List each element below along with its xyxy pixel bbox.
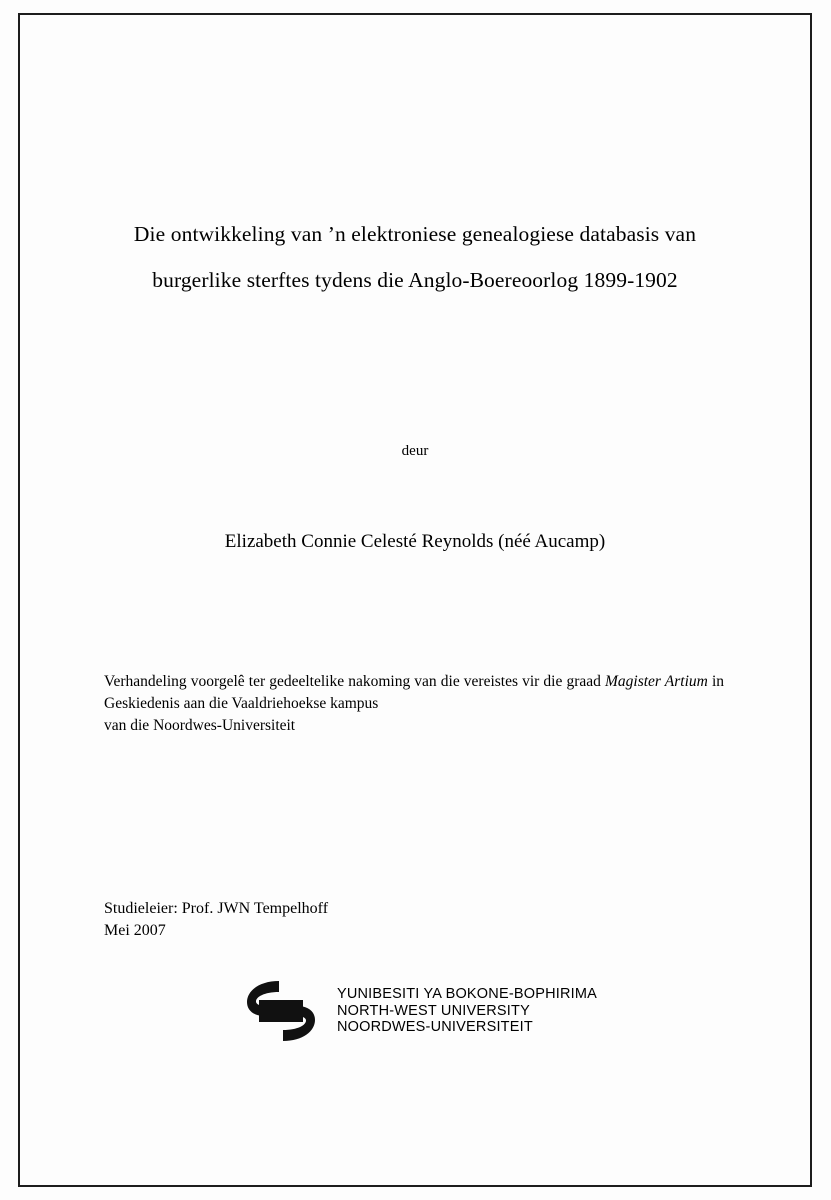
statement-part-3: van die Noordwes-Universiteit (104, 717, 296, 734)
by-label: deur (401, 443, 429, 459)
supervisor-line: Studieleier: Prof. JWN Tempelhoff (104, 900, 329, 917)
title-line-2: burgerlike sterftes tydens die Anglo-Boereoorlog 1899-1902 (152, 268, 678, 292)
logo-line-2: NORTH-WEST UNIVERSITY (336, 1002, 530, 1019)
title-line-1: Die ontwikkeling van ’n elektroniese genealogiese databasis van (133, 222, 697, 246)
document-title (100, 211, 730, 303)
statement-part-2: in Geskiedenis aan die Vaaldriehoekse kampus (104, 673, 724, 712)
author-name: Elizabeth Connie Celesté Reynolds (néé Aucamp) (224, 531, 606, 552)
statement-part-1: Verhandeling voorgelê ter gedeeltelike nakoming van die vereistes vir die graad (104, 673, 605, 690)
date-line: Mei 2007 (104, 922, 166, 939)
supervisor-block (104, 898, 604, 942)
logo-line-3: NOORDWES-UNIVERSITEIT (336, 1019, 533, 1036)
degree-name: Magister Artium (605, 673, 708, 690)
degree-statement-paragraph (104, 671, 724, 715)
page-content (100, 13, 730, 1187)
logo-line-1: YUNIBESITI YA BOKONE-BOPHIRIMA (336, 986, 598, 1003)
university-logo (100, 975, 730, 1047)
degree-statement (104, 671, 724, 737)
logo-text-block (337, 986, 597, 1036)
north-west-university-logo-icon (233, 975, 329, 1047)
